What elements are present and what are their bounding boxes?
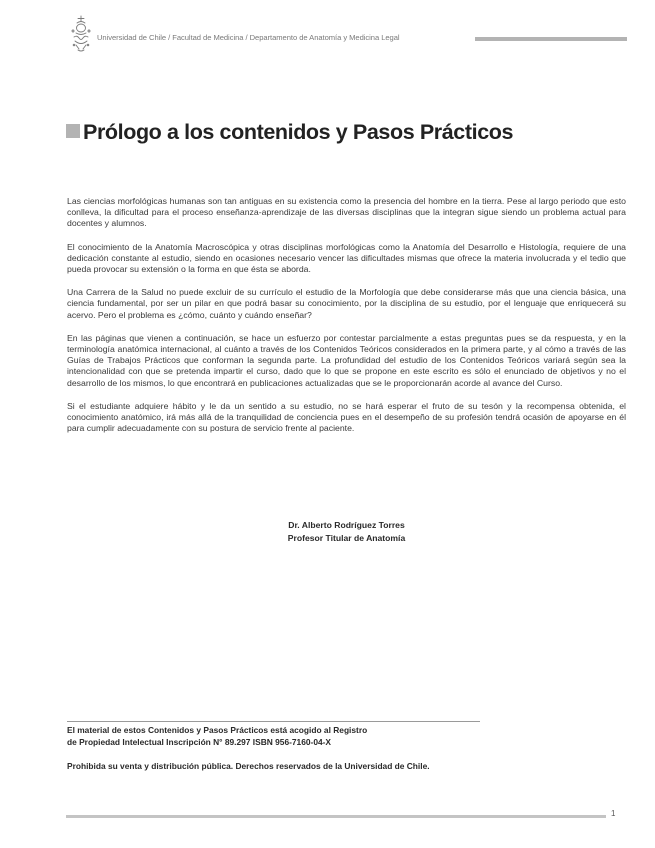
header-divider [475,37,627,41]
signature-name: Dr. Alberto Rodríguez Torres [288,520,405,530]
body-text [67,196,626,446]
body-paragraph: Si el estudiante adquiere hábito y le da un sentido a su estudio, no se hará esperar el fruto de su tesón y la recompensa obtenida, el conocimiento anatómico, irá más allá de la tranquilidad de conciencia pues en el desempeño de su profesión tendrá ocasión de apoyarse en él para cumplir adecuadamente con su postura de servicio frente al paciente. [67,400,626,434]
registry-line-1: El material de estos Contenidos y Pasos Prácticos está acogido al Registro [67,725,368,735]
bottom-divider [66,815,606,818]
header-institution-text: Universidad de Chile / Facultad de Medicina / Departamento de Anatomía y Medicina Legal [97,33,400,42]
title-marker-square [66,124,80,138]
signature-position: Profesor Titular de Anatomía [287,533,406,543]
page-title [66,120,513,145]
university-crest-icon [70,14,92,54]
page-number: 1 [611,809,616,818]
page-header [70,14,630,54]
registry-line-2: de Propiedad Intelectual Inscripción N° 89.297 ISBN 956-7160-04-X [67,736,332,747]
footer-divider [67,721,480,722]
footer-notice [67,725,430,772]
page-title-text: Prólogo a los contenidos y Pasos Prácticos [83,120,514,144]
rights-notice: Prohibida su venta y distribución pública. Derechos reservados de la Universidad de Chile. [67,760,430,771]
body-paragraph: El conocimiento de la Anatomía Macroscópica y otras disciplinas morfológicas como la Anatomía del Desarrollo e Histología, requiere de una dedicación constante al estudio, siendo en ocasiones necesario vencer las dificultades mismas que ofrece la materia involucrada y el tedio que pueda provocar su extensión o la forma en que ésta se aborda. [67,241,626,275]
body-paragraph: Una Carrera de la Salud no puede excluir de su currículo el estudio de la Morfología que debe considerarse más que una ciencia básica, una ciencia fundamental, por ser un pilar en que podrá basar su conocimiento, por la disciplina de su estudio, por el lenguaje que enriquecerá su acervo. Pero el problema es ¿cómo, cuánto y cuándo enseñar? [67,287,626,320]
body-paragraph: Las ciencias morfológicas humanas son tan antiguas en su existencia como la presencia del hombre en la tierra. Pese al largo periodo que esto conlleva, la dificultad para el proceso enseñanza-aprendizaje de las diversas disciplinas que la integran sigue siendo un problema actual para docentes y alumnos. [67,196,626,229]
signature-block [0,519,655,545]
body-paragraph: En las páginas que vienen a continuación, se hace un esfuerzo por contestar parcialmente a estas preguntas pues se da respuesta, y en la terminología anatómica internacional, al cuánto a través de los Contenidos Teóricos considerados en la primera parte, y al cómo a través de las Guías de Trabajos Prácticos que conforman la segunda parte. La profundidad del estudio de los Contenidos Teóricos variará según sea la intencionalidad con que se pretenda impartir el curso, dado que lo que se propone en este escrito es sólo el enunciado de objetivos y no el desarrollo de los mismos, lo que encontrará en publicaciones actualizadas que se le proporcionarán acorde al avance del Curso. [67,332,626,388]
